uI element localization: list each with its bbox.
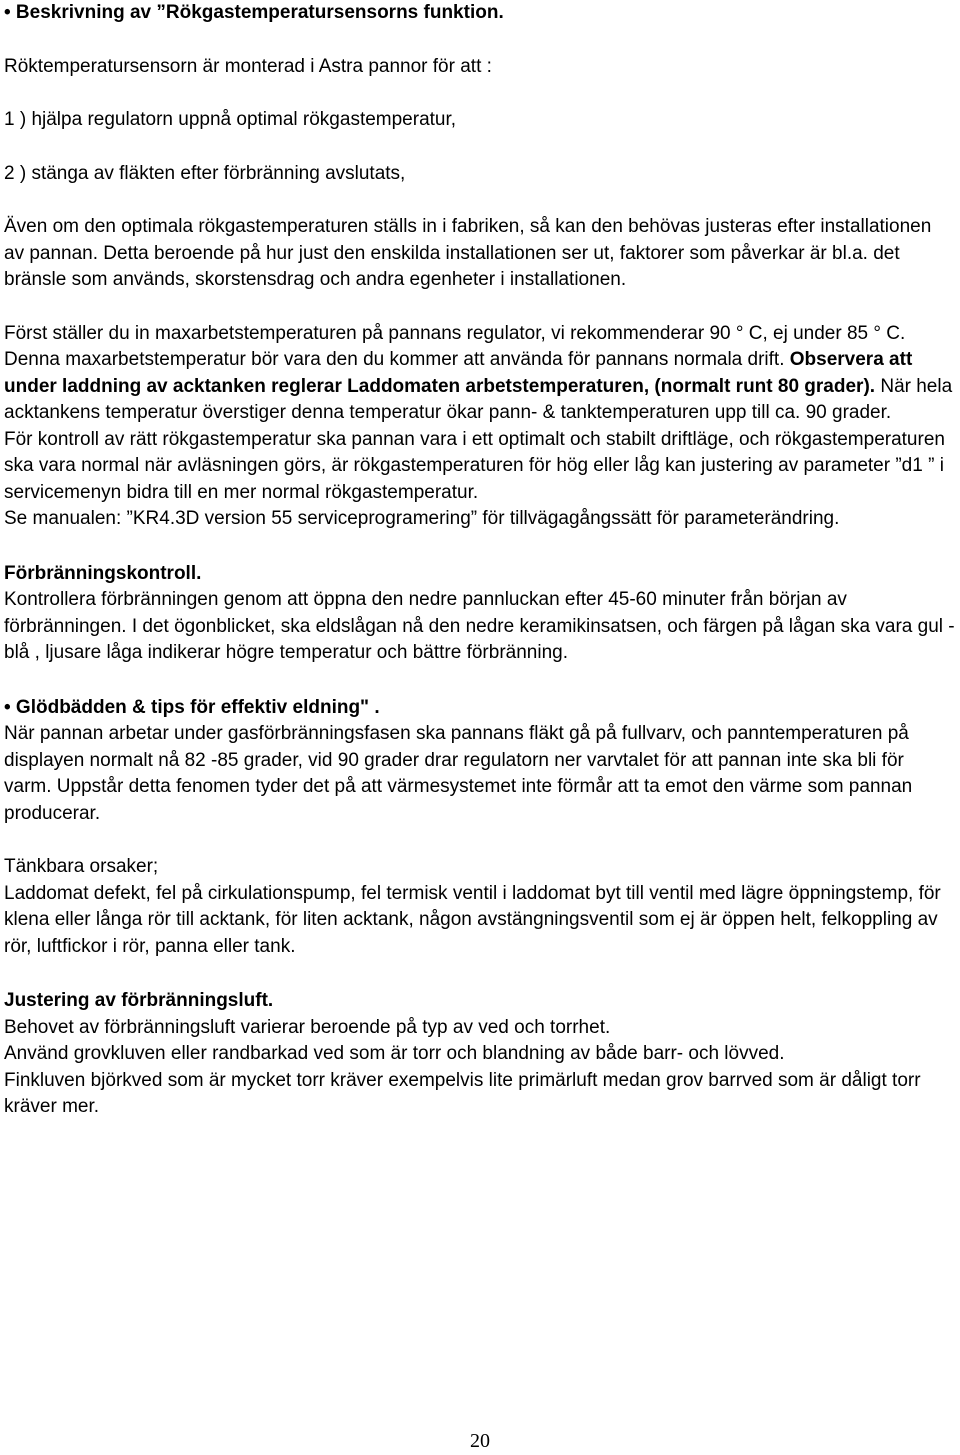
document-page	[4, 0, 956, 1121]
list-item-2: 2 ) stänga av fläkten efter förbränning avslutats,	[4, 162, 406, 184]
air-adjustment-line-3: Finkluven björkved som är mycket torr kräver exempelvis lite primärluft medan grov barrved som är dåligt torr kräver mer.	[4, 1069, 921, 1117]
air-adjustment-line-1: Behovet av förbränningsluft varierar beroende på typ av ved och torrhet.	[4, 1016, 611, 1038]
section-heading-air-adjustment: Justering av förbränningsluft.	[4, 990, 274, 1011]
paragraph-manual-reference: Se manualen: ”KR4.3D version 55 serviceprogramering” för tillvägagångssätt för parameterändring.	[4, 508, 840, 529]
paragraph-max-work-temperature	[4, 321, 956, 427]
page-number: 20	[470, 1430, 490, 1452]
air-adjustment-line-2: Använd grovkluven eller randbarkad ved som är torr och blandning av både barr- och lövved.	[4, 1043, 785, 1064]
section-heading-combustion-control: Förbränningskontroll.	[4, 562, 202, 584]
section-heading-ember-bed-tips: • Glödbädden & tips för effektiv eldning" .	[4, 696, 380, 718]
paragraph-flue-gas-check: För kontroll av rätt rökgastemperatur ska pannan vara i ett optimalt och stabilt driftläge, och rökgastemperaturen ska vara normal när avläsningen görs, är rökgastemperaturen för hög eller låg kan justering av parameter ”d1 ” i servicemenyn bidra till en mer normal rökgastemperatur.	[4, 428, 945, 503]
causes-list: Laddomat defekt, fel på cirkulationspump, fel termisk ventil i laddomat byt till ventil med lägre öppningstemp, för klena eller långa rör till acktank, för liten acktank, någon avstängningsventil som ej är öppen helt, felkoppling av rör, luftfickor i rör, panna eller tank.	[4, 882, 941, 957]
paragraph-max-work-temperature-text-a: Först ställer du in maxarbetstemperaturen på pannans regulator, vi rekommenderar 90 ° C, ej under 85 ° C. Denna maxarbetstemperatur bör vara den du kommer att använda för pannans normala drift.	[4, 322, 906, 370]
paragraph-max-work-temperature-warning: Observera att under laddning av acktanken reglerar Laddomaten arbetstemperaturen, (normalt runt 80 grader).	[4, 349, 913, 397]
paragraph-gas-phase: När pannan arbetar under gasförbränningsfasen ska pannans fläkt gå på fullvarv, och panntemperaturen på displayen normalt nå 82 -85 grader, vid 90 grader drar regulatorn ner varvtalet för att pannan inte ska bli för varm. Uppstår detta fenomen tyder det på att värmesystemet inte förmår att ta emot den värme som pannan producerar.	[4, 723, 913, 824]
paragraph-optimal-temperature: Även om den optimala rökgastemperaturen ställs in i fabriken, så kan den behövas justeras efter installationen av pannan. Detta beroende på hur just den enskilda installationen ser ut, faktorer som påverkar är bl.a. det bränsle som används, skorstensdrag och andra egenheter i installationen.	[4, 216, 932, 290]
intro-text: Röktemperatursensorn är monterad i Astra pannor för att :	[4, 55, 492, 77]
causes-label: Tänkbara orsaker;	[4, 856, 159, 877]
paragraph-max-work-temperature-text-b: När hela acktankens temperatur överstiger denna temperatur ökar pann- & tanktemperaturen upp till ca. 90 grader.	[4, 375, 953, 423]
section-heading-sensor-function: • Beskrivning av ”Rökgastemperatursensorns funktion.	[4, 2, 504, 23]
list-item-1: 1 ) hjälpa regulatorn uppnå optimal rökgastemperatur,	[4, 109, 457, 130]
paragraph-combustion-control: Kontrollera förbränningen genom att öppna den nedre pannluckan efter 45-60 minuter från början av förbränningen. I det ögonblicket, ska eldslågan nå den nedre keramikinsatsen, och färgen på lågan ska vara gul - blå , ljusare låga indikerar högre temperatur och bättre förbränning.	[4, 589, 955, 663]
